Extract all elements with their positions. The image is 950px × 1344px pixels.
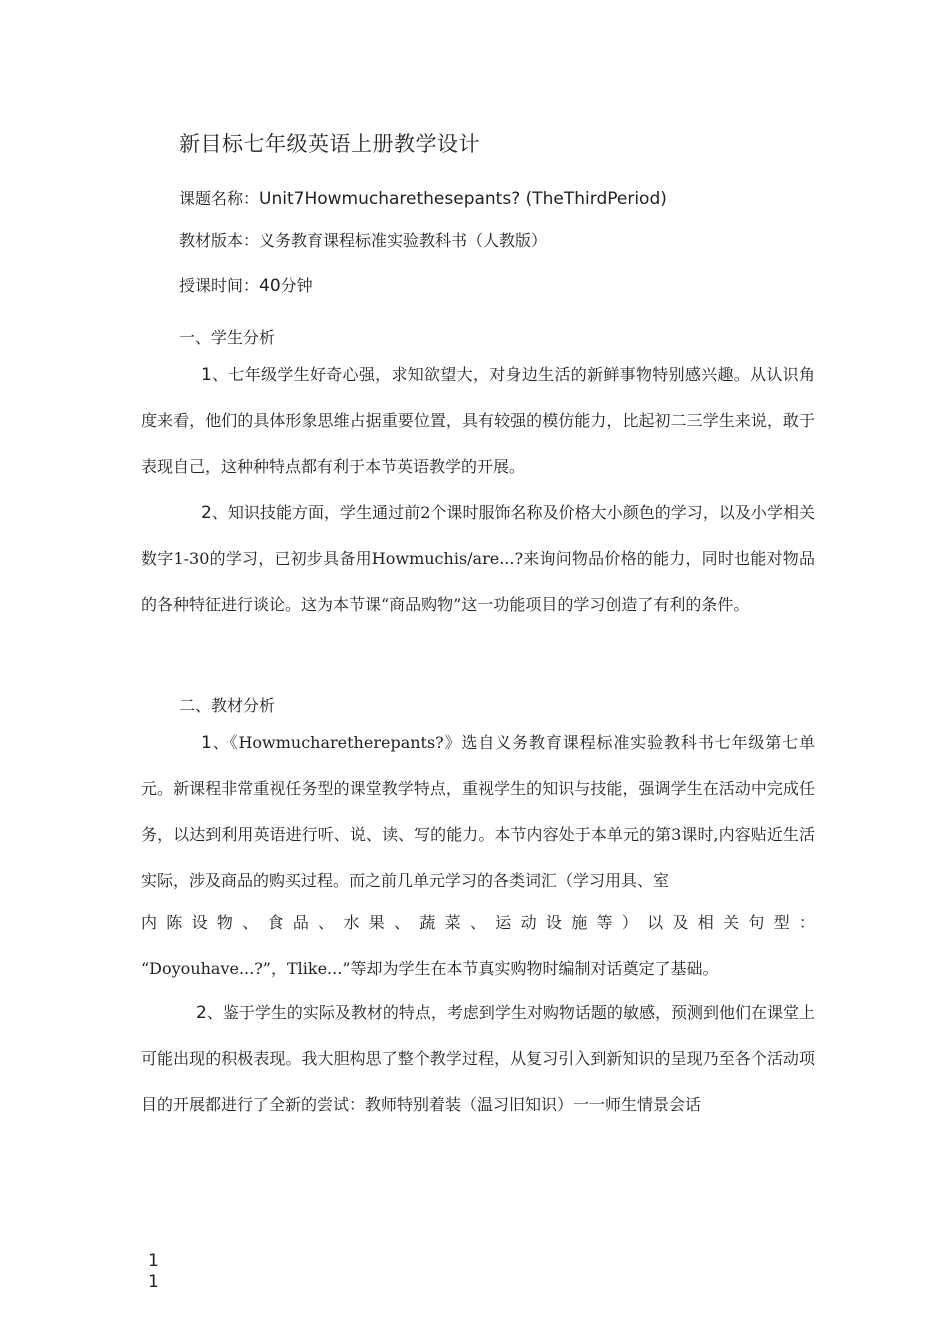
edition-line [179,228,547,251]
paragraph-text: 、知识技能方面，学生通过前2个课时服饰名称及价格大小颜色的学习，以及小学相关数字1-30的学习，已初步具备用Howmuchis/are...?来询问物品价格的能力，同时也能对物品的各种特征进行谈论。这为本节课“商品购物”这一功能项目的学习创造了有利的条件。 [141,503,815,614]
time-number: 40 [259,276,281,296]
topic-line [179,186,667,209]
paragraph-number: 1 [201,365,212,385]
paragraph-number: 2 [201,503,212,523]
paragraph-number: 2 [196,1003,207,1023]
edition-value: 义务教育课程标准实验教科书（人教版） [259,231,548,250]
material-analysis-paragraph-1 [141,720,815,904]
time-line [179,273,313,296]
time-label: 授课时间： [179,276,260,295]
material-analysis-paragraph-1-end: “Doyouhave...?”，Tlike...”等却为学生在本节真实购物时编制对话奠定了基础。 [141,959,719,978]
student-analysis-paragraph-1 [141,352,815,490]
material-analysis-paragraph-2 [141,990,815,1128]
time-unit: 分钟 [280,276,313,295]
section-heading-material-analysis: 二、教材分析 [179,696,276,715]
document-title: 新目标七年级英语上册教学设计 [179,132,480,156]
material-analysis-spread-line: 内陈设物、食品、水果、蔬菜、运动设施等）以及相关句型： [141,913,815,932]
page-number: 1 1 [148,1251,159,1292]
paragraph-text: 、鉴于学生的实际及教材的特点，考虑到学生对购物话题的敏感，预测到他们在课堂上可能出现的积极表现。我大胆构思了整个教学过程，从复习引入到新知识的呈现乃至各个活动项目的开展都进行了全新的尝试：教师特别着装（温习旧知识）一一师生情景会话 [141,1003,815,1114]
topic-value: Unit7Howmucharethesepants? (TheThirdPeriod) [259,189,667,209]
paragraph-number: 1 [201,733,212,753]
paragraph-text: 、七年级学生好奇心强，求知欲望大，对身边生活的新鲜事物特别感兴趣。从认识角度来看，他们的具体形象思维占据重要位置，具有较强的模仿能力，比起初二三学生来说，敢于表现自己，这种种特点都有利于本节英语教学的开展。 [141,365,815,476]
paragraph-text: 、《Howmucharetherepants?》选自义务教育课程标准实验教科书七年级第七单元。新课程非常重视任务型的课堂教学特点，重视学生的知识与技能，强调学生在活动中完成任务，以达到利用英语进行听、说、读、写的能力。本节内容处于本单元的第3课时,内容贴近生活实际，涉及商品的购买过程。而之前几单元学习的各类词汇（学习用具、室 [141,733,815,890]
topic-label: 课题名称： [179,189,260,208]
section-heading-student-analysis: 一、学生分析 [179,328,276,347]
student-analysis-paragraph-2 [141,490,815,628]
edition-label: 教材版本： [179,231,260,250]
